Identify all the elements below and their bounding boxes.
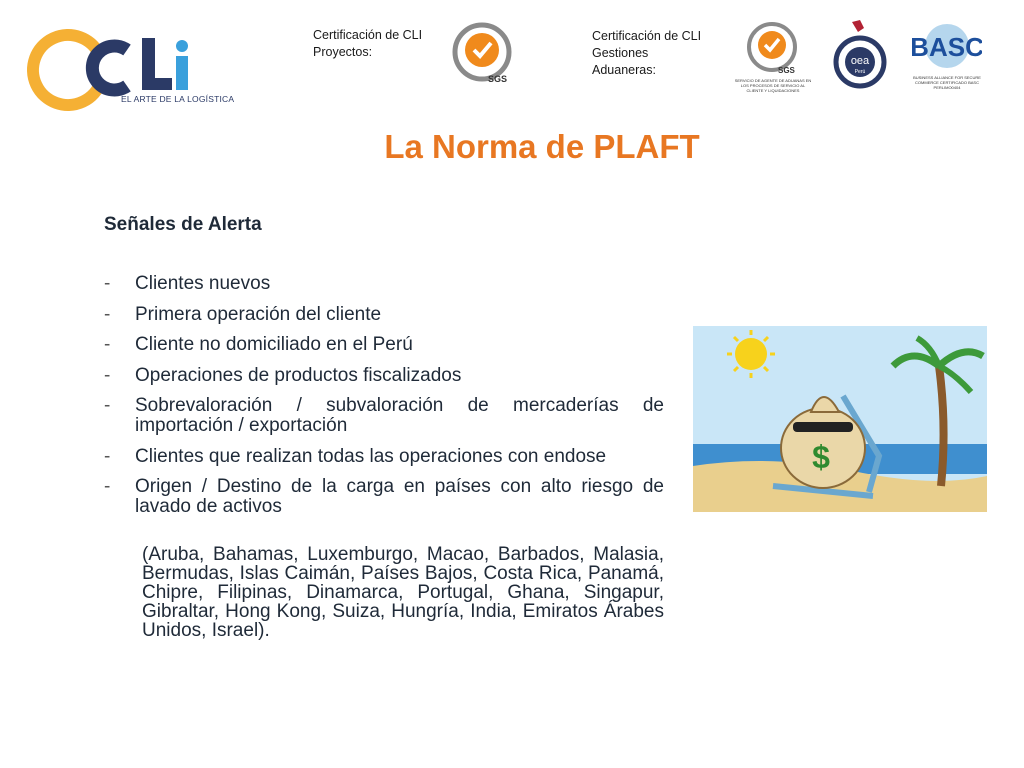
list-item: - Sobrevaloración / subvaloración de mercaderías de importación / exportación bbox=[104, 396, 664, 436]
list-item: - Clientes nuevos bbox=[104, 274, 664, 294]
cli-logo-icon bbox=[24, 24, 229, 119]
basc-icon bbox=[912, 20, 982, 81]
logo-tagline: EL ARTE DE LA LOGÍSTICA bbox=[121, 94, 235, 104]
cert-gestiones-label: Certificación de CLI Gestiones Aduaneras: bbox=[592, 29, 702, 77]
sgs-label-2: SGS bbox=[778, 66, 795, 75]
oea-peru-icon bbox=[830, 18, 890, 97]
money-bag-beach-illustration bbox=[693, 326, 987, 512]
section-title: Señales de Alerta bbox=[104, 214, 262, 235]
countries-paragraph: (Aruba, Bahamas, Luxemburgo, Macao, Barbados, Malasia, Bermudas, Islas Caimán, Países Bajos, Costa Rica, Panamá, Chipre, Filipinas, Dinamarca, Portugal, Ghana, Singapur, Gibraltar, Hong Kong, Suiza, Hungría, India, Emiratos Árabes Unidos, Israel). bbox=[142, 544, 664, 641]
oea-label: oea bbox=[850, 55, 870, 67]
sgs-label: SGS bbox=[488, 74, 508, 84]
basc-label: BASC bbox=[912, 32, 982, 62]
basc-caption: BUSINESS ALLIANCE FOR SECURE COMMERCE CERTIFICADO BASC PERLIMO0404 bbox=[913, 75, 981, 90]
main-content bbox=[104, 214, 664, 640]
list-item: - Operaciones de productos fiscalizados bbox=[104, 366, 664, 386]
sgs-iso9001-icon bbox=[448, 20, 516, 93]
sgs-iso9001-icon-2 bbox=[742, 20, 802, 83]
sgs-caption: SERVICIO DE AGENTE DE ADUANAS EN LOS PROCESOS DE SERVICIO AL CLIENTE Y LIQUIDACIONES bbox=[734, 78, 812, 93]
cert-proyectos-label: Certificación de CLI Proyectos: bbox=[313, 28, 423, 59]
list-item: - Origen / Destino de la carga en países con alto riesgo de lavado de activos bbox=[104, 477, 664, 517]
dollar-sign: $ bbox=[812, 439, 830, 475]
oea-sub-label: Perú bbox=[854, 69, 866, 75]
page-title: La Norma de PLAFT bbox=[384, 128, 700, 165]
list-item: - Primera operación del cliente bbox=[104, 305, 664, 325]
alert-list bbox=[104, 274, 664, 517]
list-item: - Cliente no domiciliado en el Perú bbox=[104, 335, 664, 355]
list-item: - Clientes que realizan todas las operaciones con endose bbox=[104, 447, 664, 467]
company-logo bbox=[24, 24, 235, 119]
